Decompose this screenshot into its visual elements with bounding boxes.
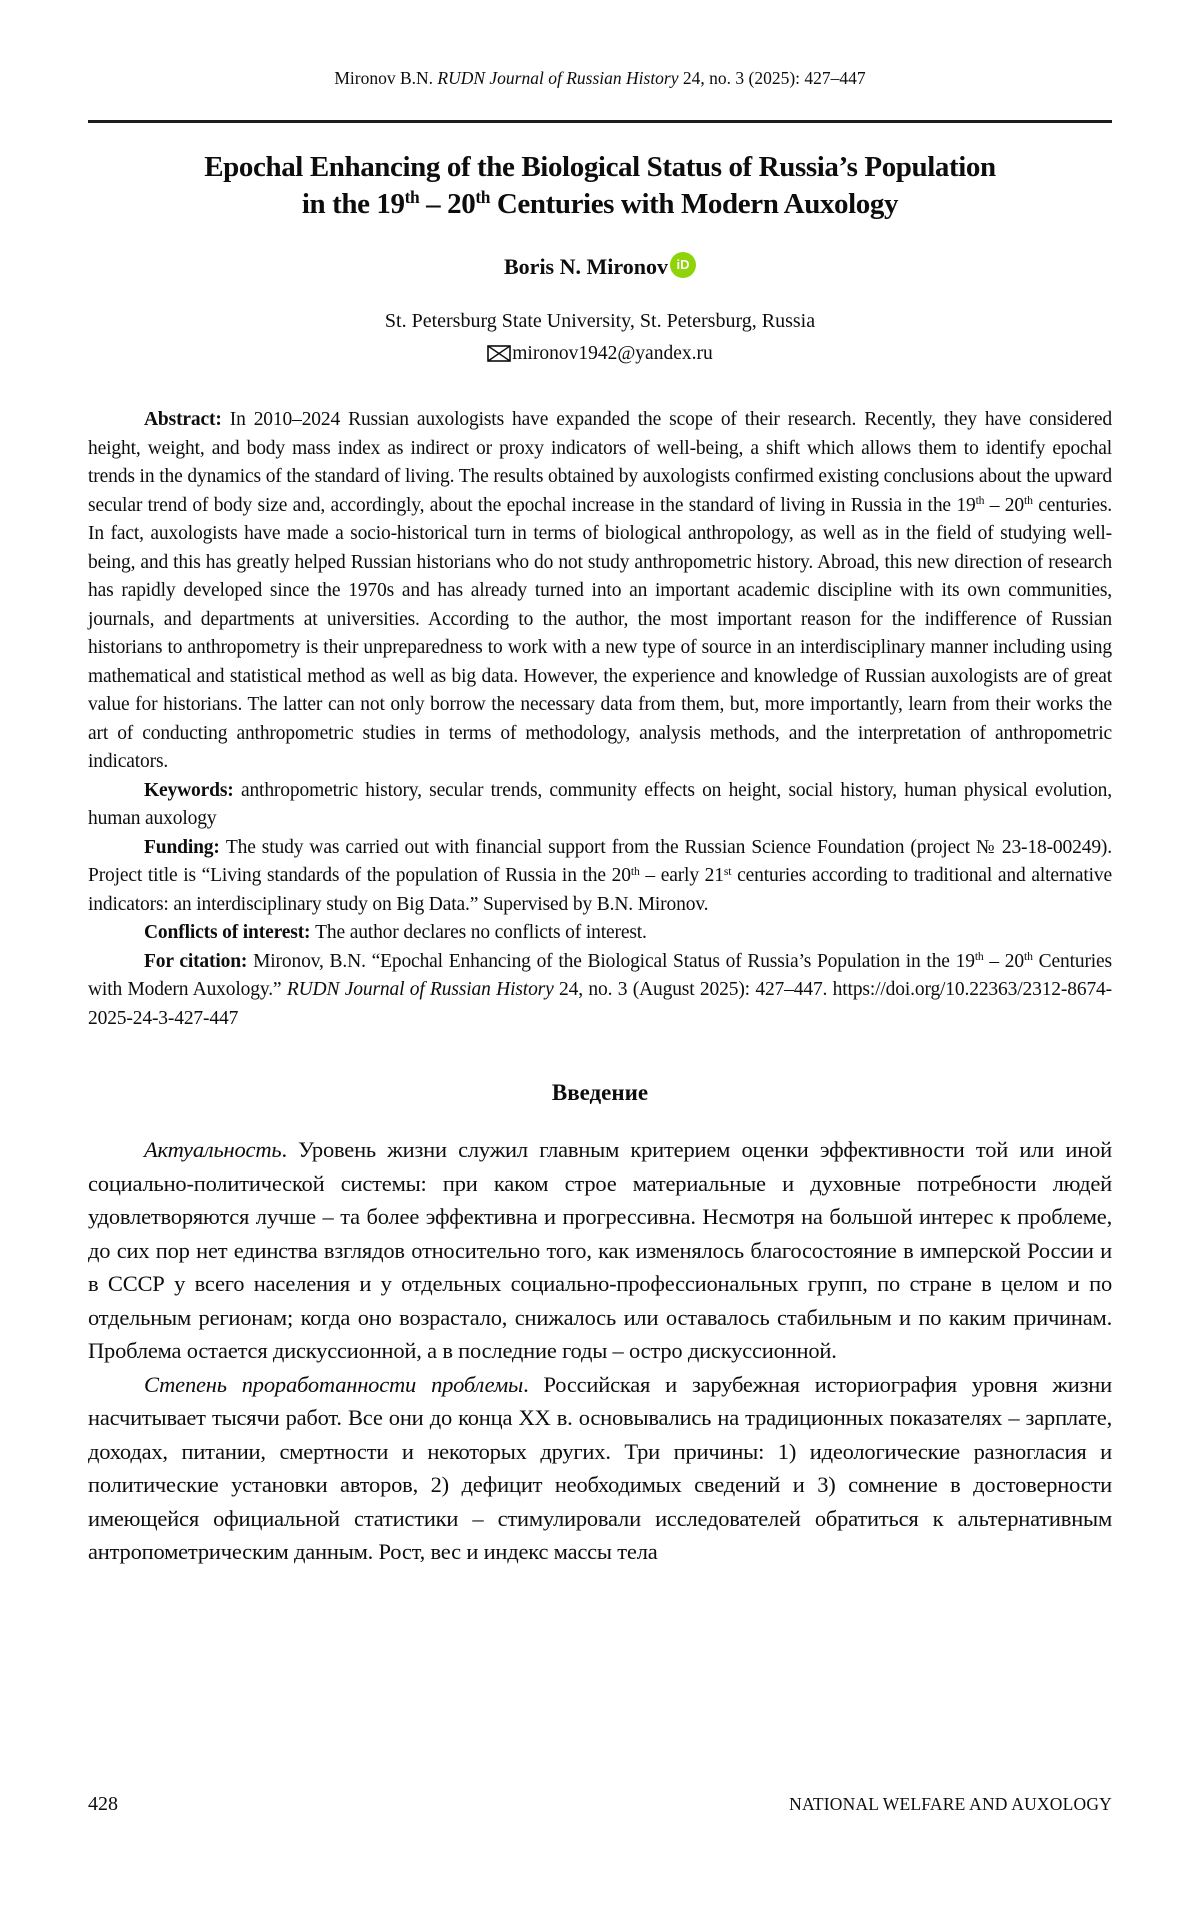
front-matter <box>88 406 1112 1033</box>
author-name: Boris N. Mironov <box>504 254 668 279</box>
intro-paragraph-2: Степень проработанности проблемы. Российская и зарубежная историография уровня жизни насчитывает тысячи работ. Все они до конца XX в. основывались на традиционных показателях – зарплате, доходах, питании, смертности и некоторых других. Три причины: 1) идеологические разногласия и политические установки авторов, 2) дефицит необходимых сведений и 3) сомнение в достоверности имеющейся официальной статистики – стимулировали исследователей обратиться к альтернативным антропометрическим данным. Рост, вес и индекс массы тела <box>88 1371 1112 1564</box>
footer-running-title: NATIONAL WELFARE AND AUXOLOGY <box>789 1794 1112 1814</box>
conflicts-paragraph: Conflicts of interest: The author declares no conflicts of interest. <box>144 922 647 943</box>
email-line <box>88 341 1112 369</box>
intro-paragraph-1: Актуальность. Уровень жизни служил главным критерием оценки эффективности той или иной социально-политической системы: при каком строе материальные и духовные потребности людей удовлетворяются лучше – та более эффективна и прогрессивна. Несмотря на большой интерес к проблеме, до сих пор нет единства взглядов относительно того, как изменялось благосостояние в имперской России и в СССР у всего населения и у отдельных социально-профессиональных групп, по стране в целом и по отдельным регионам; когда оно возрастало, снижалось или оставалось стабильным и по каким причинам. Проблема остается дискуссионной, а в последние годы – остро дискуссионной. <box>88 1137 1112 1363</box>
article-title-line2: in the 19th – 20th Centuries with Modern Auxology <box>301 187 899 220</box>
header-rule <box>88 120 1112 123</box>
section-heading-introduction: Введение <box>551 1080 649 1105</box>
orcid-icon[interactable]: iD <box>670 252 696 278</box>
keywords-paragraph: Keywords: anthropometric history, secular trends, community effects on height, social history, human physical evolution, human auxology <box>88 779 1112 829</box>
page-footer <box>88 1793 1112 1816</box>
page-number: 428 <box>88 1793 118 1815</box>
funding-paragraph: Funding: The study was carried out with financial support from the Russian Science Foundation (project № 23-18-00249). Project title is “Living standards of the population of Russia in the 20th – early 21st centuries according to traditional and alternative indicators: an interdisciplinary study on Big Data.” Supervised by B.N. Mironov. <box>88 836 1112 915</box>
article-title <box>88 149 1112 223</box>
running-header: Mironov B.N. RUDN Journal of Russian History 24, no. 3 (2025): 427–447 <box>334 68 866 88</box>
citation-paragraph: For citation: Mironov, B.N. “Epochal Enhancing of the Biological Status of Russia’s Population in the 19th – 20th Centuries with Modern Auxology.” RUDN Journal of Russian History 24, no. 3 (August 2025): 427–447. https://doi.org/10.22363/2312-8674-2025-24-3-427-447 <box>88 950 1112 1029</box>
abstract-paragraph: Abstract: In 2010–2024 Russian auxologists have expanded the scope of their research. Recently, they have considered height, weight, and body mass index as indirect or proxy indicators of well-being, a shift which allows them to identify epochal trends in the dynamics of the standard of living. The results obtained by auxologists confirmed existing conclusions about the upward secular trend of body size and, accordingly, about the epochal increase in the standard of living in Russia in the 19th – 20th centuries. In fact, auxologists have made a socio-historical turn in terms of biological anthropology, as well as in the field of studying well-being, and this has greatly helped Russian historians who do not study anthropometric history. Abroad, this new direction of research has rapidly developed since the 1970s and has already turned into an important academic discipline with its own communities, journals, and departments at universities. According to the author, the most important reason for the indifference of Russian historians to anthropometry is their unpreparedness to work with a new type of source in an interdisciplinary manner including using mathematical and statistical method as well as big data. However, the experience and knowledge of Russian auxologists are of great value for historians. The latter can not only borrow the necessary data from them, but, more importantly, learn from their works the art of conducting anthropometric studies in terms of methodology, analysis methods, and the interpretation of anthropometric indicators. <box>88 409 1113 772</box>
introduction-section <box>88 1133 1112 1569</box>
affiliation: St. Petersburg State University, St. Petersburg, Russia <box>384 310 816 332</box>
envelope-icon <box>487 344 511 369</box>
article-title-line1: Epochal Enhancing of the Biological Status of Russia’s Population <box>204 151 996 183</box>
author-line <box>88 253 1112 283</box>
email-address[interactable]: mironov1942@yandex.ru <box>512 343 713 364</box>
